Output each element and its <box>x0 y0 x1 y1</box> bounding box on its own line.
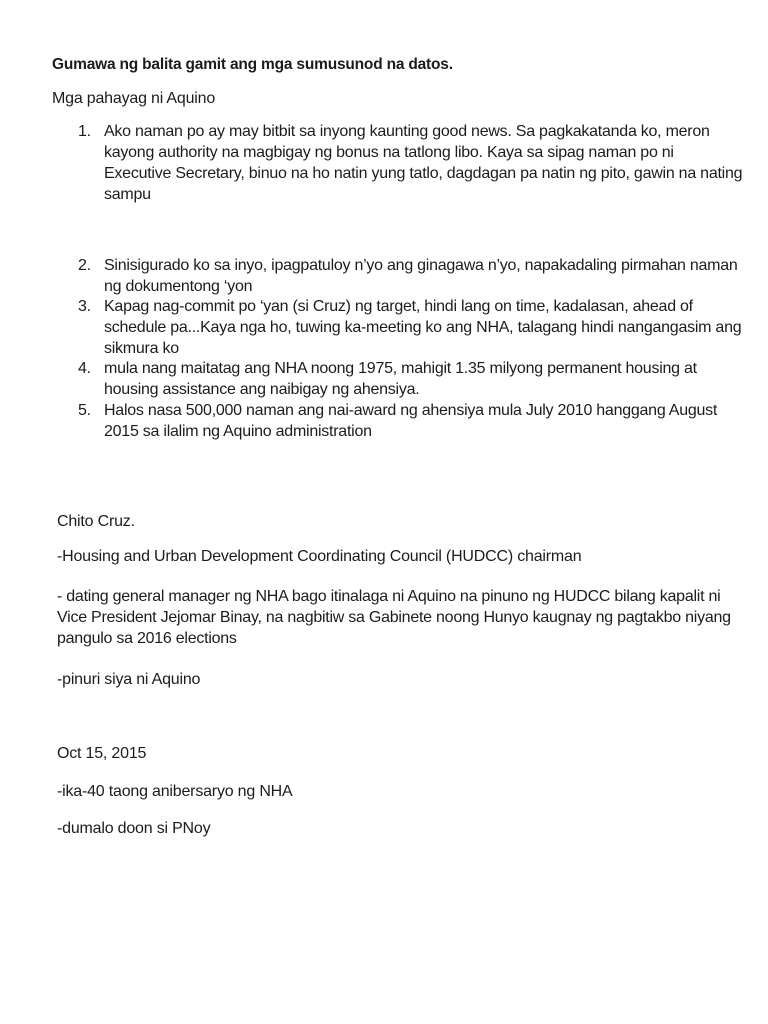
list-text: mula nang maitatag ang NHA noong 1975, mahigit 1.35 milyong permanent housing at housing assistance ang naibigay ng ahensiya. <box>104 360 697 398</box>
list-number: 2. <box>78 257 91 274</box>
list-number: 3. <box>78 298 91 315</box>
list-text: Kapag nag-commit po ‘yan (si Cruz) ng target, hindi lang on time, kadalasan, ahead of schedule pa...Kaya nga ho, tuwing ka-meeting ko ang NHA, talagang hindi nangangasim ang sikmura ko <box>104 298 742 357</box>
list-item <box>78 255 744 297</box>
event-note: -ika-40 taong anibersaryo ng NHA <box>57 783 293 800</box>
quotes-heading: Mga pahayag ni Aquino <box>52 90 216 107</box>
event-note: -dumalo doon si PNoy <box>57 820 211 837</box>
list-number: 4. <box>78 360 91 377</box>
list-item <box>78 121 744 205</box>
list-item <box>78 400 744 442</box>
person-name: Chito Cruz. <box>57 513 135 530</box>
list-item <box>78 358 744 400</box>
list-text: Sinisigurado ko sa inyo, ipagpatuloy n’yo ang ginagawa n’yo, napakadaling pirmahan naman ng dokumentong ‘yon <box>104 257 738 295</box>
list-item <box>78 296 744 359</box>
person-note: -pinuri siya ni Aquino <box>57 671 201 688</box>
event-date: Oct 15, 2015 <box>57 745 147 762</box>
list-number: 1. <box>78 123 91 140</box>
list-number: 5. <box>78 402 91 419</box>
document-title: Gumawa ng balita gamit ang mga sumusunod na datos. <box>52 56 453 73</box>
list-text: Halos nasa 500,000 naman ang nai-award ng ahensiya mula July 2010 hanggang August 2015 sa ilalim ng Aquino administration <box>104 402 718 440</box>
person-note: -Housing and Urban Development Coordinating Council (HUDCC) chairman <box>57 548 582 565</box>
list-text: Ako naman po ay may bitbit sa inyong kaunting good news. Sa pagkakatanda ko, meron kayong authority na magbigay ng bonus na tatlong libo. Kaya sa sipag naman po ni Executive Secretary, binuo na ho natin yung tatlo, dagdagan pa natin ng pito, gawin na nating sampu <box>104 123 743 203</box>
person-note: - dating general manager ng NHA bago itinalaga ni Aquino na pinuno ng HUDCC bilang kapalit ni Vice President Jejomar Binay, na nagbitiw sa Gabinete noong Hunyo kaugnay ng pagtakbo niyang pangulo sa 2016 elections <box>57 588 731 647</box>
